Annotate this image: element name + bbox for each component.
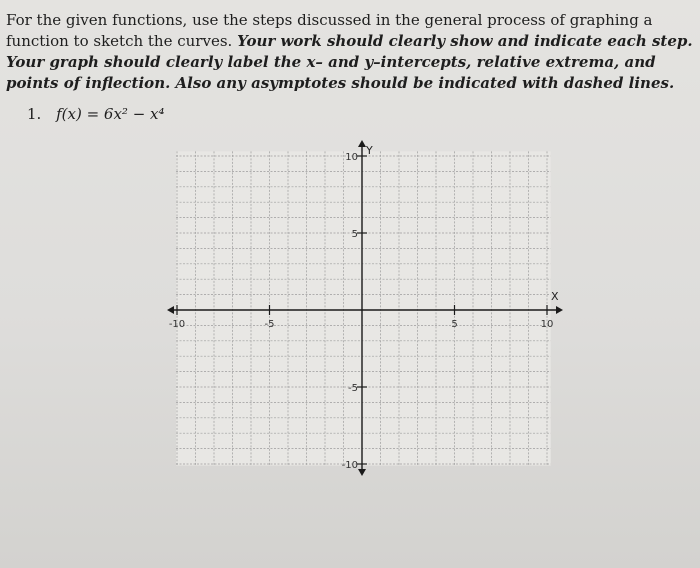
y-tick-label: -5 (348, 383, 358, 394)
x-tick-label: 10 (540, 319, 554, 330)
x-tick-label: -5 (264, 319, 275, 330)
x-axis-label: X (551, 290, 559, 303)
y-tick-label: -10 (341, 460, 358, 471)
x-axis-arrow-right (556, 306, 563, 314)
y-axis-arrow-down (358, 469, 366, 476)
grid-lines (176, 151, 551, 465)
problem-number: 1. (27, 105, 42, 123)
y-tick-label: 5 (351, 229, 358, 240)
x-tick-label: -10 (168, 319, 186, 330)
x-tick-label: 5 (451, 319, 458, 330)
y-tick-label: 10 (345, 152, 358, 163)
y-axis-label: Y (366, 144, 373, 157)
instructions-intro: For the given functions, use the steps discussed in the general process of graphing a function to sketch the curves. (6, 11, 653, 50)
problem-expression: f(x) = 6x² − x⁴ (56, 105, 165, 123)
x-axis-arrow-left (167, 306, 174, 314)
y-axis-arrow-up (358, 140, 366, 147)
instructions-emphasis: Your work should clearly show and indicate each step. Your graph should clearly label the x– and y–intercepts, relative extrema, and points of inflection. Also any asymptotes should be indicated with dashed lines. (6, 32, 693, 92)
